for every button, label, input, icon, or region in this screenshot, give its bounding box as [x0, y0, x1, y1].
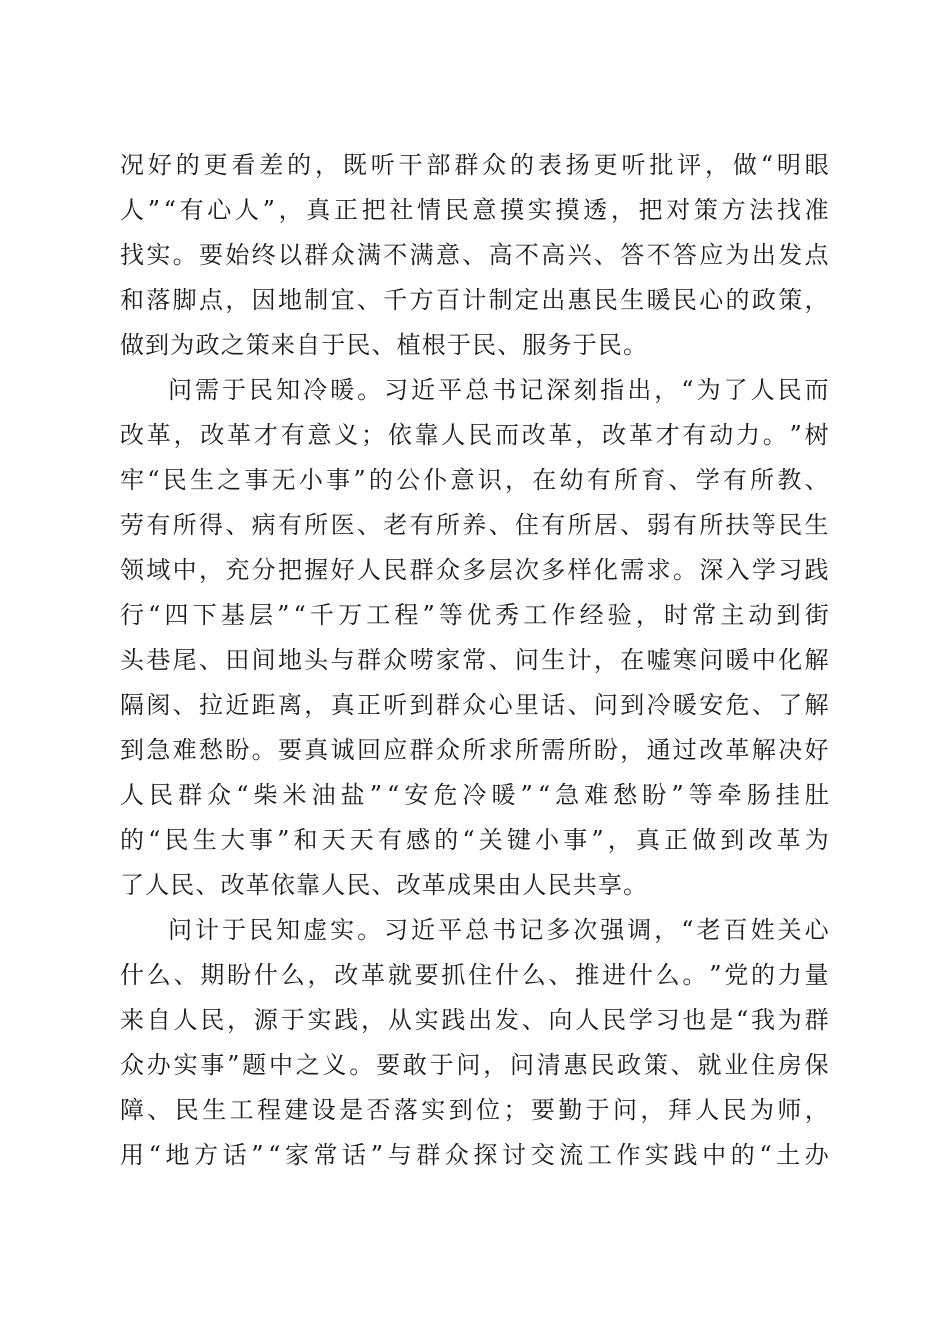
text-line: 和 落 脚 点 ， 因 地 制 宜 、 千 方 百 计 制 定 出 惠 民 生 暖 民 心 的 政 策 ，: [120, 286, 830, 314]
text-line: 到 急 难 愁 盼 。 要 真 诚 回 应 群 众 所 求 所 需 所 盼 ， 通 过 改 革 解 决 好: [120, 736, 830, 764]
text-line: 做到为政之策来自于民、植根于民、服务于民。: [120, 331, 649, 359]
body-text: [120, 143, 830, 1178]
text-line: 障 、 民 生 工 程 建 设 是 否 落 实 到 位 ； 要 勤 于 问 ， 拜 人 民 为 师 ，: [120, 1096, 830, 1124]
text-line: 改 革 ， 改 革 才 有 意 义 ； 依 靠 人 民 而 改 革 ， 改 革 才 有 动 力 。 ” 树: [120, 421, 830, 449]
text-line: 领 域 中 ， 充 分 把 握 好 人 民 群 众 多 层 次 多 样 化 需 求 。 深 入 学 习 践: [120, 556, 830, 584]
text-line: 了人民、改革依靠人民、改革成果由人民共享。: [120, 871, 649, 899]
text-line: 用 “ 地 方 话 ” “ 家 常 话 ” 与 群 众 探 讨 交 流 工 作 实 践 中 的 “ 土 办: [120, 1141, 830, 1169]
text-line: 劳 有 所 得 、 病 有 所 医 、 老 有 所 养 、 住 有 所 居 、 弱 有 所 扶 等 民 生: [120, 511, 830, 539]
text-line: 人 民 群 众 “ 柴 米 油 盐 ” “ 安 危 冷 暖 ” “ 急 难 愁 盼 ” 等 牵 肠 挂 肚: [120, 781, 830, 809]
text-line: 牢 “ 民 生 之 事 无 小 事 ” 的 公 仆 意 识 ， 在 幼 有 所 育 、 学 有 所 教 、: [120, 466, 830, 494]
text-line: 众 办 实 事 ” 题 中 之 义 。 要 敢 于 问 ， 问 清 惠 民 政 策 、 就 业 住 房 保: [120, 1051, 830, 1079]
text-line: 来 自 人 民 ， 源 于 实 践 ， 从 实 践 出 发 、 向 人 民 学 习 也 是 “ 我 为 群: [120, 1006, 830, 1034]
text-line: 的 “ 民 生 大 事 ” 和 天 天 有 感 的 “ 关 键 小 事 ” ， 真 正 做 到 改 革 为: [120, 826, 830, 854]
text-line: 隔 阂 、 拉 近 距 离 ， 真 正 听 到 群 众 心 里 话 、 问 到 冷 暖 安 危 、 了 解: [120, 691, 830, 719]
paragraph-first-line: 问 计 于 民 知 虚 实 。 习 近 平 总 书 记 多 次 强 调 ， “ 老 百 姓 关 心: [168, 916, 830, 944]
text-line: 什 么 、 期 盼 什 么 ， 改 革 就 要 抓 住 什 么 、 推 进 什 么 。 ” 党 的 力 量: [120, 961, 830, 989]
text-line: 行 “ 四 下 基 层 ” “ 千 万 工 程 ” 等 优 秀 工 作 经 验 ， 时 常 主 动 到 街: [120, 601, 830, 629]
text-line: 人 ” “ 有 心 人 ” ， 真 正 把 社 情 民 意 摸 实 摸 透 ， 把 对 策 方 法 找 准: [120, 196, 830, 224]
text-line: 找 实 。 要 始 终 以 群 众 满 不 满 意 、 高 不 高 兴 、 答 不 答 应 为 出 发 点: [120, 241, 830, 269]
text-line: 况 好 的 更 看 差 的 ， 既 听 干 部 群 众 的 表 扬 更 听 批 评 ， 做 “ 明 眼: [120, 151, 830, 179]
text-line: 头 巷 尾 、 田 间 地 头 与 群 众 唠 家 常 、 问 生 计 ， 在 嘘 寒 问 暖 中 化 解: [120, 646, 830, 674]
paragraph-first-line: 问 需 于 民 知 冷 暖 。 习 近 平 总 书 记 深 刻 指 出 ， “ 为 了 人 民 而: [168, 376, 830, 404]
